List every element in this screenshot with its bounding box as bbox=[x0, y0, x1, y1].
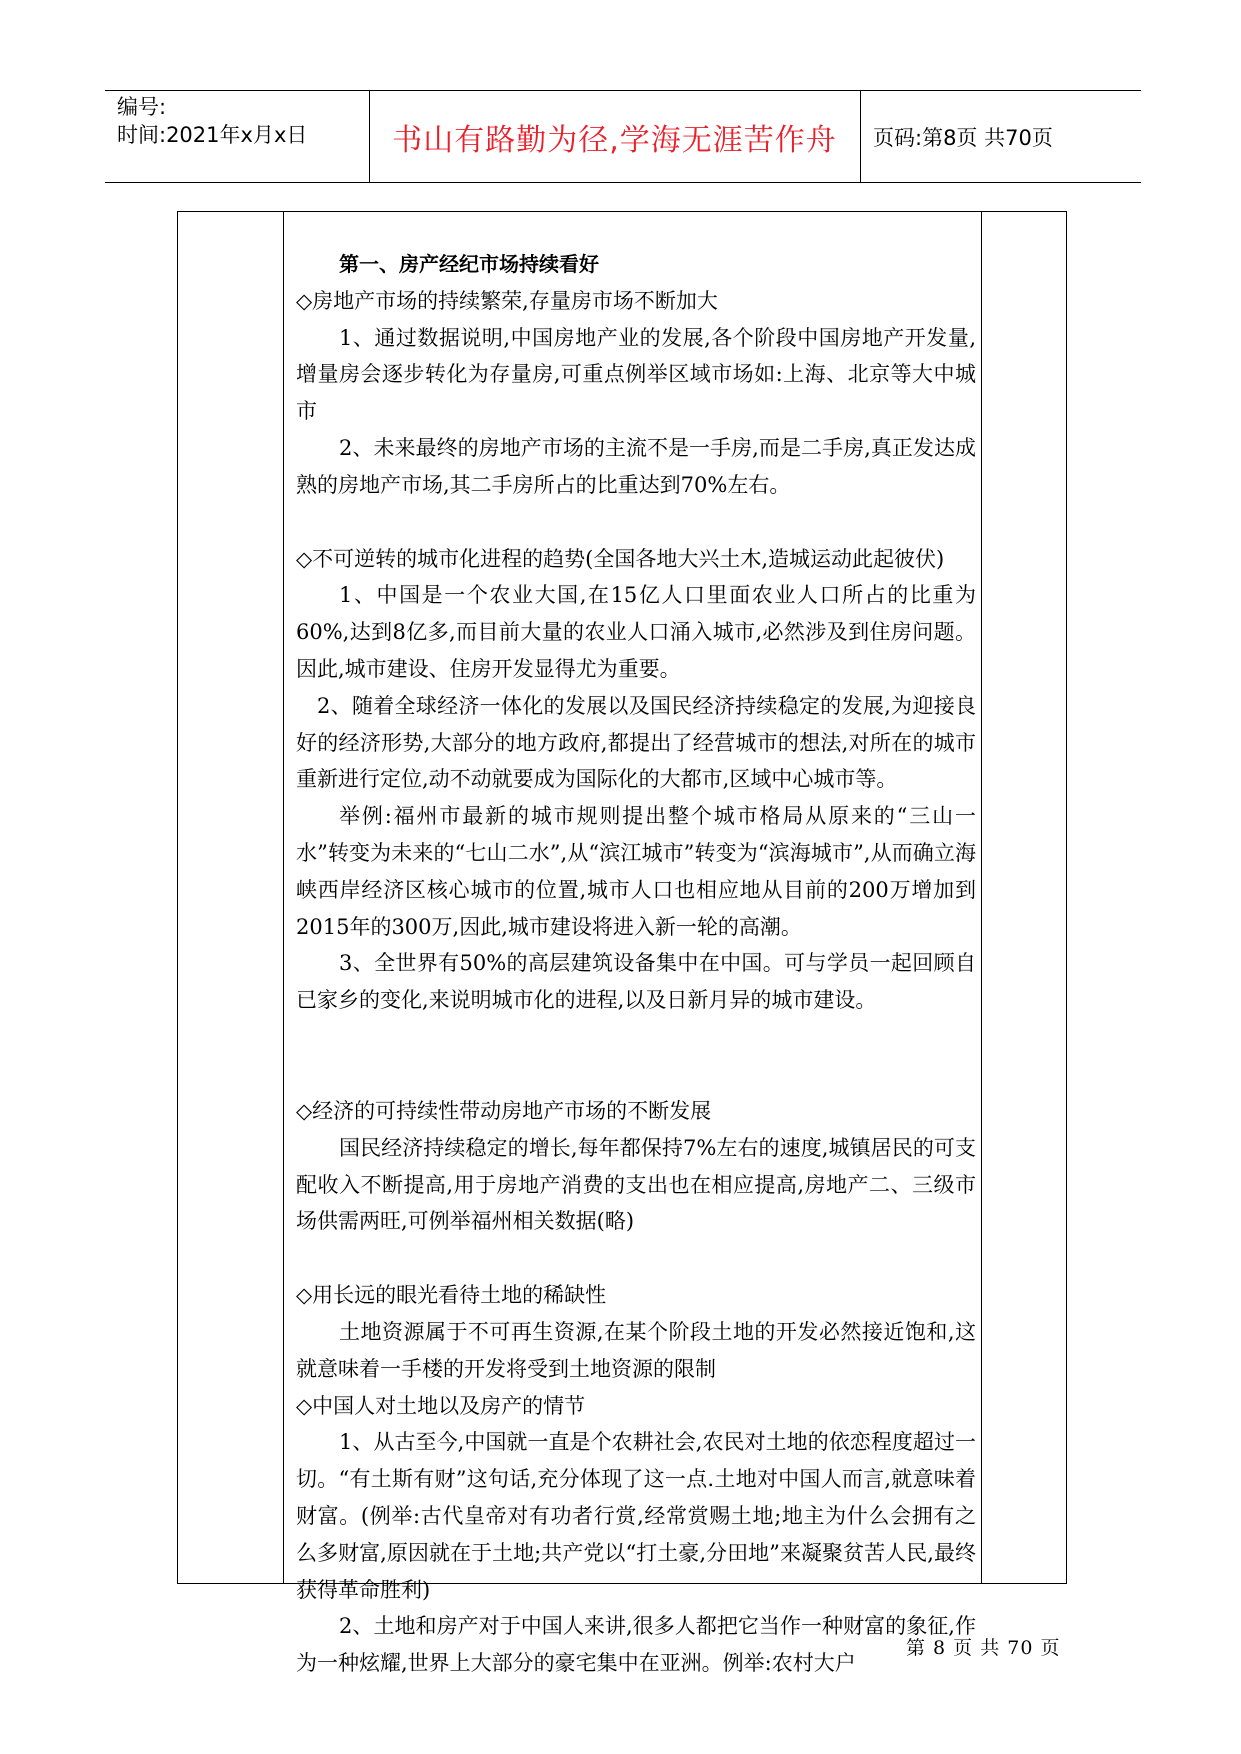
paragraph: 国民经济持续稳定的增长,每年都保持7%左右的速度,城镇居民的可支配收入不断提高,用于房地产消费的支出也在相应提高,房地产二、三级市场供需两旺,可例举福州相关数据(略) bbox=[296, 1135, 976, 1234]
table-column-divider-left bbox=[283, 212, 284, 1583]
subsection-title: ◇经济的可持续性带动房地产市场的不断发展 bbox=[296, 1098, 712, 1123]
paragraph: 2、随着全球经济一体化的发展以及国民经济持续稳定的发展,为迎接良好的经济形势,大部分的地方政府,都提出了经营城市的想法,对所在的城市重新进行定位,动不动就要成为国际化的大都市,区域中心城市等。 bbox=[296, 693, 976, 792]
number-label: 编号: bbox=[117, 95, 167, 119]
subsection-title: ◇不可逆转的城市化进程的趋势(全国各地大兴土木,造城运动此起彼伏) bbox=[296, 546, 945, 571]
paragraph: 1、通过数据说明,中国房地产业的发展,各个阶段中国房地产开发量,增量房会逐步转化为存量房,可重点例举区域市场如:上海、北京等大中城市 bbox=[296, 325, 976, 424]
paragraph: 1、中国是一个农业大国,在15亿人口里面农业人口所占的比重为60%,达到8亿多,而目前大量的农业人口涌入城市,必然涉及到住房问题。因此,城市建设、住房开发显得尤为重要。 bbox=[296, 583, 976, 681]
header-info bbox=[117, 93, 307, 149]
header-page-code: 页码:第8页 共70页 bbox=[873, 126, 1053, 150]
header-top-rule bbox=[105, 90, 1141, 91]
time-label: 时间:2021年x月x日 bbox=[117, 123, 308, 147]
paragraph: 2、土地和房产对于中国人来讲,很多人都把它当作一种财富的象征,作为一种炫耀,世界上大部分的豪宅集中在亚洲。例举:农村大户 bbox=[296, 1614, 976, 1676]
table-column-divider-right bbox=[981, 212, 982, 1583]
paragraph: 3、全世界有50%的高层建筑设备集中在中国。可与学员一起回顾自已家乡的变化,来说明城市化的进程,以及日新月异的城市建设。 bbox=[296, 951, 976, 1013]
paragraph: 2、未来最终的房地产市场的主流不是一手房,而是二手房,真正发达成熟的房地产市场,其二手房所占的比重达到70%左右。 bbox=[296, 435, 976, 497]
section-heading: 第一、房产经纪市场持续看好 bbox=[339, 252, 599, 276]
subsection-title: ◇用长远的眼光看待土地的稀缺性 bbox=[296, 1283, 607, 1308]
subsection-title: ◇中国人对土地以及房产的情节 bbox=[296, 1393, 586, 1418]
subsection-title: ◇房地产市场的持续繁荣,存量房市场不断加大 bbox=[296, 288, 718, 313]
header-bottom-rule bbox=[105, 182, 1141, 183]
paragraph: 土地资源属于不可再生资源,在某个阶段土地的开发必然接近饱和,这就意味着一手楼的开发将受到土地资源的限制 bbox=[296, 1319, 976, 1381]
content-body bbox=[296, 246, 976, 1682]
header-motto: 书山有路勤为径,学海无涯苦作舟 bbox=[392, 123, 837, 158]
header-divider-right bbox=[860, 90, 861, 182]
paragraph: 1、从古至今,中国就一直是个农耕社会,农民对土地的依恋程度超过一切。“有土斯有财”这句话,充分体现了这一点.土地对中国人而言,就意味着财富。(例举:古代皇帝对有功者行赏,经常赏赐土地;地主为什么会拥有之么多财富,原因就在于土地;共产党以“打土豪,分田地”来凝聚贫苦人民,最终获得革命胜利) bbox=[296, 1430, 976, 1602]
page-footer: 第 8 页 共 70 页 bbox=[906, 1637, 1061, 1659]
paragraph: 举例:福州市最新的城市规则提出整个城市格局从原来的“三山一水”转变为未来的“七山二水”,从“滨江城市”转变为“滨海城市”,从而确立海峡西岸经济区核心城市的位置,城市人口也相应地从目前的200万增加到2015年的300万,因此,城市建设将进入新一轮的高潮。 bbox=[296, 804, 976, 939]
